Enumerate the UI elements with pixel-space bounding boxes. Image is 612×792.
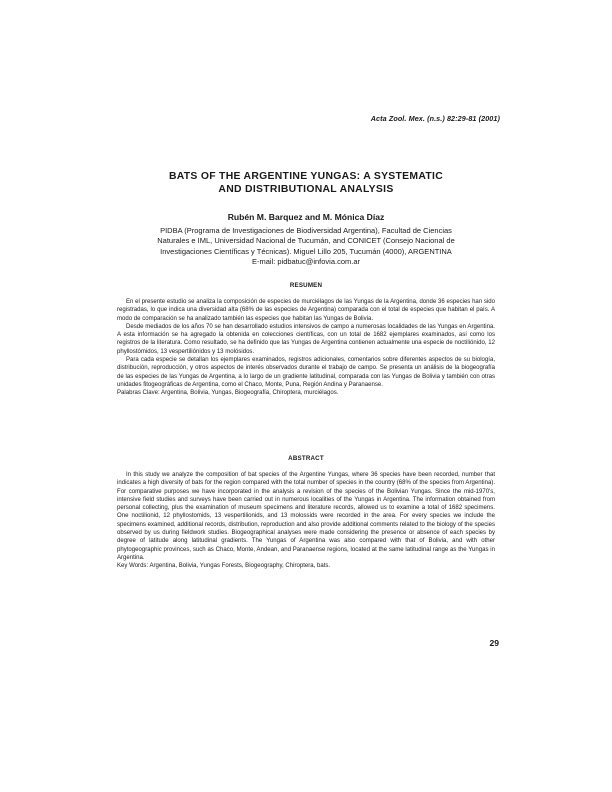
resumen-body xyxy=(117,298,495,398)
title-line-1: BATS OF THE ARGENTINE YUNGAS: A SYSTEMATIC xyxy=(168,171,444,182)
author-email: E-mail: pidbatuc@infovia.com.ar xyxy=(251,257,361,267)
palabras-clave: Palabras Clave: Argentina, Bolivia, Yungas, Biogeografía, Chiroptera, murciélagos. xyxy=(117,390,339,397)
title-line-2: AND DISTRIBUTIONAL ANALYSIS xyxy=(218,184,394,195)
page-number: 29 xyxy=(489,638,499,648)
resumen-paragraph-3: Para cada especie se detallan los ejemplares examinados, registros adicionales, comentarios sobre diferentes aspectos de su biología, distribución, reproducción, y otros aspectos de interés observados durante el trabajo de campo. Se presenta un análisis de la biogeografía de las especies de las Yungas de Argentina, a lo largo de un gradiente latitudinal, comparada con las Yungas de Bolivia y también con otras unidades fitogeográficas de Argentina, como el Chaco, Monte, Puna, Región Andina y Paranaense. xyxy=(117,357,495,388)
abstract-body xyxy=(117,471,495,571)
journal-citation: Acta Zool. Mex. (n.s.) 82:29-81 (2001) xyxy=(370,114,500,123)
resumen-heading: RESUMEN xyxy=(289,282,323,289)
affiliation-line-3: Investigaciones Científicas y Técnicas). Miguel Lillo 205, Tucumán (4000), ARGENTINA xyxy=(160,246,452,256)
affiliation-line-1: PIDBA (Programa de Investigaciones de Biodiversidad Argentina), Facultad de Ciencias xyxy=(160,226,452,235)
resumen-paragraph-2: Desde mediados de los años 70 se han desarrollado estudios intensivos de campo a numerosas localidades de las Yungas en Argentina. A esta información se ha agregado la obtenida en colecciones científicas, con un total de 1682 ejemplares examinados, así como los registros de la literatura. Como resultado, se ha definido que las Yungas de Argentina contienen actualmente una especie de noctiliónido, 12 phyllostómidos, 13 vespertiliónidos y 13 molósidos. xyxy=(117,323,495,355)
key-words: Key Words: Argentina, Bolivia, Yungas Forests, Biogeography, Chiroptera, bats. xyxy=(117,563,331,570)
abstract-paragraph: In this study we analyze the composition of bat species of the Argentine Yungas, where 36 species have been recorded, number that indicates a high diversity of bats for the region compared with the total number of species in the country (68% of the species from Argentina). For comparative purposes we have incorporated in the analysis a revision of the species of the Bolivian Yungas. Since the mid-1970's, intensive field studies and surveys have been carried out in numerous localities of the Yungas in Argentina. The information obtained from personal collecting, plus the examination of museum specimens and literature records, allowed us to examine a total of 1682 specimens. One noctilionid, 12 phyllostomids, 13 vespertilionids, and 13 molossids were recorded in the area. For every species we include the specimens examined, additional records, distribution, reproduction and also provide additional comments related to the biology of the species observed by us during fieldwork studies. Biogeographical analyses were made considering the presence or absence of each species by degree of latitude along latitudinal gradients. The Yungas of Argentina was also compared with that of Bolivia, and with other phytogeographic provinces, such as Chaco, Monte, Andean, and Paranaense regions, located at the same latitudinal range as the Yungas in Argentina. xyxy=(117,472,495,561)
paper-title xyxy=(110,170,502,196)
resumen-paragraph-1: En el presente estudio se analiza la composición de especies de murciélagos de las Yungas de la Argentina, donde 36 especies han sido registradas, lo que indica una diversidad alta (68% de las especies de Argentina) comparada con el total de especies que habitan el país. A modo de comparación se ha analizado también las especies que habitan las Yungas de Bolivia. xyxy=(117,299,495,322)
affiliation-line-2: Naturales e IML, Universidad Nacional de Tucumán, and CONICET (Consejo Nacional de xyxy=(157,236,455,246)
affiliation xyxy=(112,226,500,268)
authors: Rubén M. Barquez and M. Mónica Díaz xyxy=(227,212,385,222)
abstract-heading: ABSTRACT xyxy=(288,455,324,462)
